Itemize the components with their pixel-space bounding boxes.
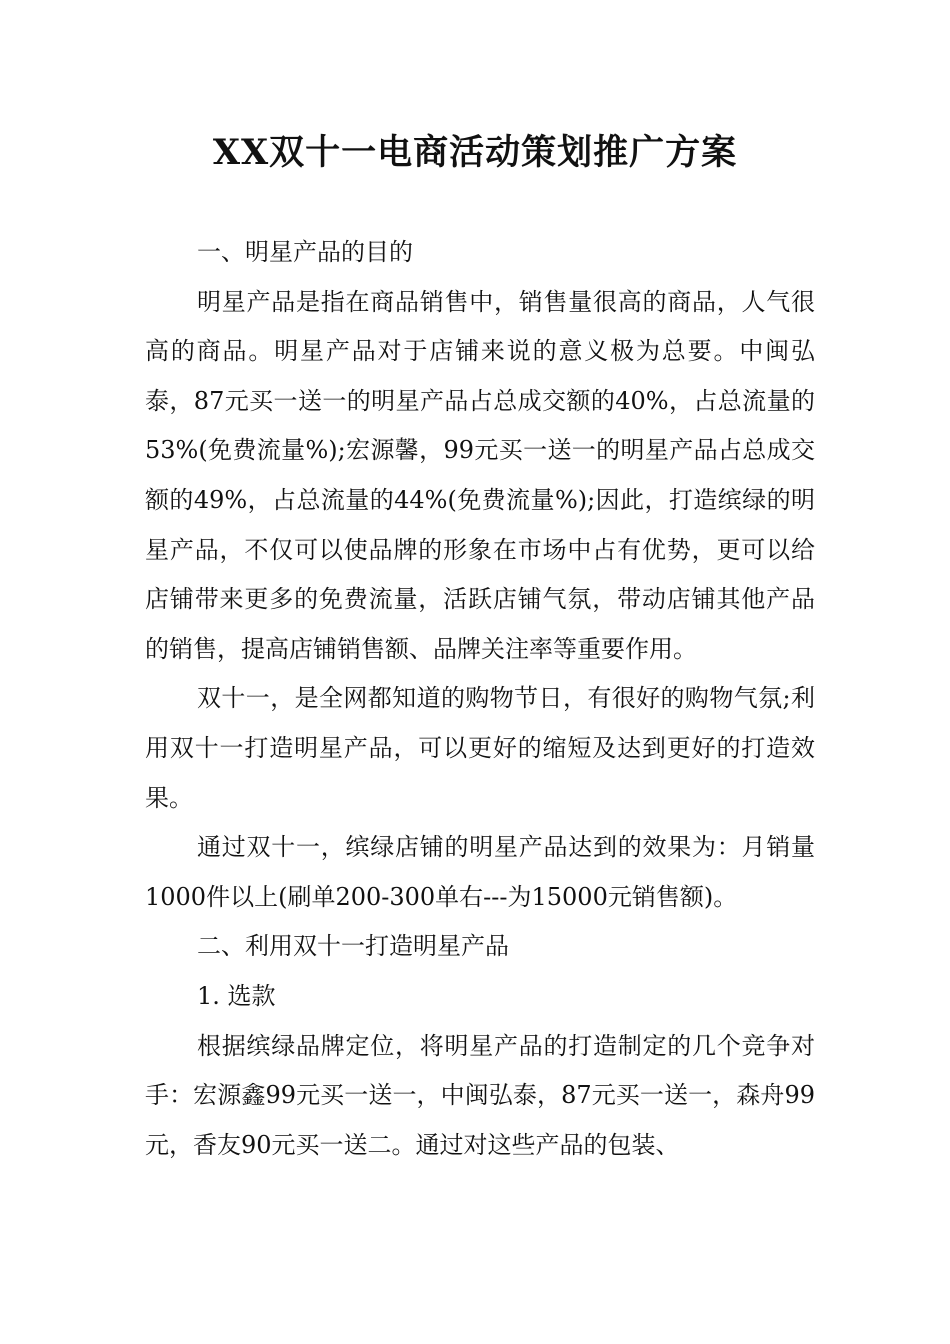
- paragraph-target-effect: 通过双十一，缤绿店铺的明星产品达到的效果为：月销量1000件以上(刷单200-300单右---为15000元销售额)。: [145, 833, 815, 911]
- document-title: XX双十一电商活动策划推广方案: [212, 132, 738, 173]
- paragraph-product-selection: 根据缤绿品牌定位，将明星产品的打造制定的几个竞争对手：宏源鑫99元买一送一，中闽弘泰，87元买一送一，森舟99元，香友90元买一送二。通过对这些产品的包装、: [145, 1031, 815, 1159]
- document-body: [145, 228, 815, 1170]
- section-heading-2: 二、利用双十一打造明星产品: [197, 932, 509, 961]
- section-heading-1: 一、明星产品的目的: [197, 238, 413, 266]
- subsection-heading-1: 1. 选款: [197, 981, 276, 1010]
- paragraph-double-eleven: 双十一，是全网都知道的购物节日，有很好的购物气氛;利用双十一打造明星产品，可以更好的缩短及达到更好的打造效果。: [145, 684, 815, 812]
- paragraph-star-product-definition: 明星产品是指在商品销售中，销售量很高的商品，人气很高的商品。明星产品对于店铺来说的意义极为总要。中闽弘泰，87元买一送一的明星产品占总成交额的40%，占总流量的53%(免费流量%);宏源馨，99元买一送一的明星产品占总成交额的49%，占总流量的44%(免费流量%);因此，打造缤绿的明星产品，不仅可以使品牌的形象在市场中占有优势，更可以给店铺带来更多的免费流量，活跃店铺气氛，带动店铺其他产品的销售，提高店铺销售额、品牌关注率等重要作用。: [145, 287, 815, 663]
